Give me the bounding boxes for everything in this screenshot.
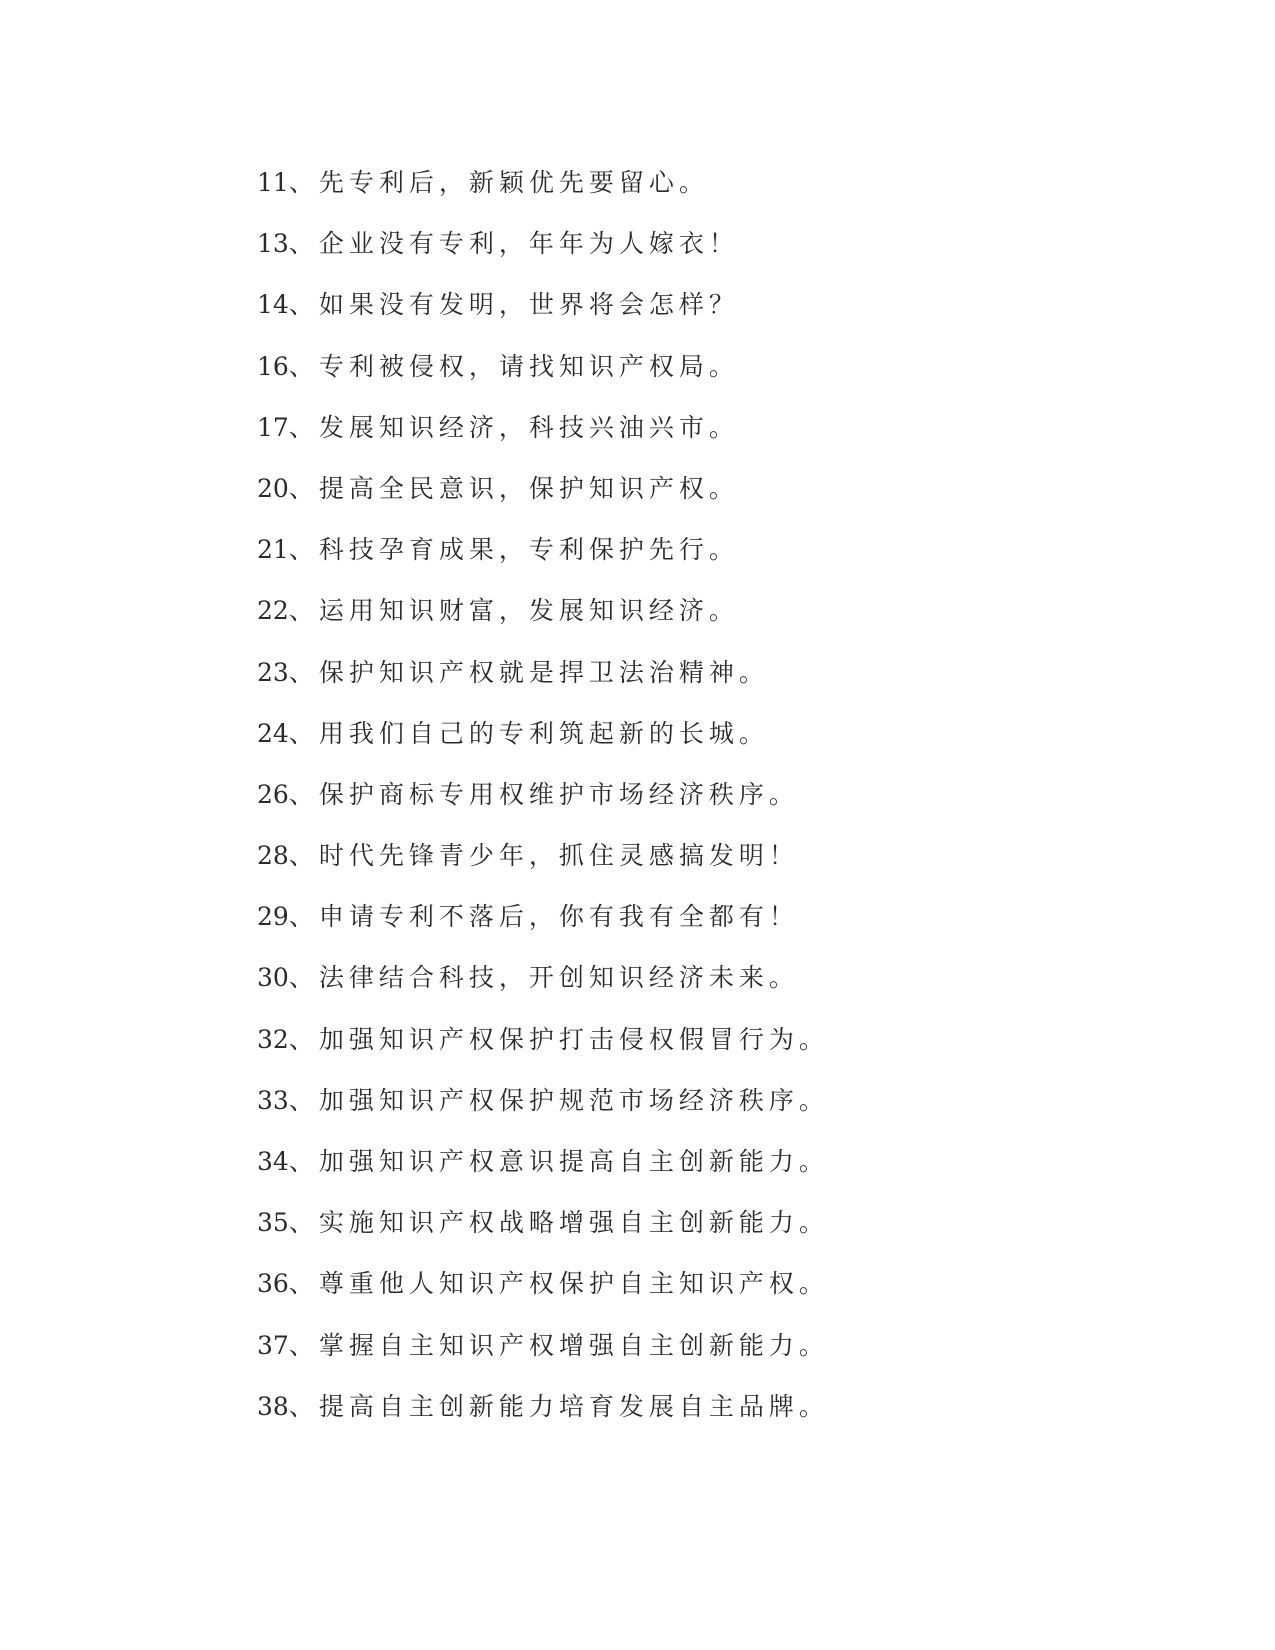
item-separator: 、 [288, 535, 319, 565]
item-number: 20 [257, 473, 289, 503]
item-number: 37 [257, 1330, 289, 1360]
item-separator: 、 [288, 902, 319, 932]
item-separator: 、 [288, 351, 319, 381]
item-number: 29 [257, 902, 289, 932]
item-separator: 、 [288, 963, 319, 993]
item-separator: 、 [288, 1085, 319, 1115]
item-separator: 、 [288, 841, 319, 871]
list-item [257, 1322, 829, 1383]
item-number: 21 [257, 535, 289, 565]
item-number: 24 [257, 718, 289, 748]
list-item [257, 465, 829, 526]
item-text: 企业没有专利，年年为人嫁衣！ [318, 229, 739, 259]
list-item [257, 954, 829, 1015]
item-number: 22 [257, 596, 289, 626]
item-number: 33 [257, 1085, 289, 1115]
list-item [257, 1016, 829, 1077]
item-text: 先专利后，新颖优先要留心。 [318, 168, 709, 197]
list-item [257, 1199, 829, 1260]
item-text: 加强知识产权保护打击侵权假冒行为。 [318, 1024, 829, 1054]
item-text: 申请专利不落后，你有我有全都有！ [318, 902, 799, 932]
item-number: 30 [257, 963, 289, 993]
item-number: 16 [257, 351, 289, 381]
item-separator: 、 [288, 1024, 319, 1054]
list-item [257, 1077, 829, 1138]
item-text: 保护商标专用权维护市场经济秩序。 [318, 779, 799, 809]
item-number: 26 [257, 779, 289, 809]
item-text: 法律结合科技，开创知识经济未来。 [318, 963, 799, 993]
item-text: 专利被侵权，请找知识产权局。 [318, 351, 739, 381]
item-text: 实施知识产权战略增强自主创新能力。 [318, 1208, 829, 1238]
item-text: 如果没有发明，世界将会怎样？ [318, 290, 739, 320]
item-number: 32 [257, 1024, 289, 1054]
item-separator: 、 [288, 1330, 319, 1360]
list-item [257, 159, 829, 220]
item-number: 14 [257, 290, 289, 320]
list-item [257, 404, 829, 465]
list-item [257, 893, 829, 954]
item-separator: 、 [288, 1391, 319, 1421]
item-separator: 、 [288, 473, 319, 503]
slogan-list [257, 159, 829, 1444]
item-text: 加强知识产权意识提高自主创新能力。 [318, 1147, 829, 1176]
item-text: 时代先锋青少年，抓住灵感搞发明！ [318, 841, 799, 871]
list-item [257, 649, 829, 710]
item-text: 加强知识产权保护规范市场经济秩序。 [318, 1085, 829, 1115]
item-separator: 、 [288, 1147, 319, 1176]
item-number: 23 [257, 657, 289, 687]
item-text: 用我们自己的专利筑起新的长城。 [318, 718, 769, 748]
list-item [257, 343, 829, 404]
item-number: 38 [257, 1391, 289, 1421]
item-text: 科技孕育成果，专利保护先行。 [318, 535, 739, 565]
item-text: 运用知识财富，发展知识经济。 [318, 596, 739, 626]
item-number: 17 [257, 412, 289, 442]
list-item [257, 281, 829, 342]
list-item [257, 1260, 829, 1321]
item-number: 34 [257, 1147, 289, 1176]
item-number: 11 [257, 168, 289, 197]
item-separator: 、 [288, 290, 319, 320]
item-text: 发展知识经济，科技兴油兴市。 [318, 412, 739, 442]
list-item [257, 220, 829, 281]
item-separator: 、 [288, 229, 319, 259]
item-separator: 、 [288, 168, 319, 197]
item-separator: 、 [288, 718, 319, 748]
item-separator: 、 [288, 1208, 319, 1238]
item-number: 35 [257, 1208, 289, 1238]
list-item [257, 832, 829, 893]
list-item [257, 710, 829, 771]
item-number: 13 [257, 229, 289, 259]
item-text: 提高自主创新能力培育发展自主品牌。 [318, 1391, 829, 1421]
list-item [257, 1383, 829, 1444]
list-item [257, 771, 829, 832]
item-number: 36 [257, 1269, 289, 1299]
item-separator: 、 [288, 657, 319, 687]
item-text: 保护知识产权就是捍卫法治精神。 [318, 657, 769, 687]
item-separator: 、 [288, 596, 319, 626]
item-separator: 、 [288, 412, 319, 442]
item-separator: 、 [288, 1269, 319, 1299]
list-item [257, 526, 829, 587]
item-number: 28 [257, 841, 289, 871]
item-text: 尊重他人知识产权保护自主知识产权。 [318, 1269, 829, 1299]
list-item [257, 587, 829, 648]
item-text: 提高全民意识，保护知识产权。 [318, 473, 739, 503]
list-item [257, 1138, 829, 1199]
item-separator: 、 [288, 779, 319, 809]
item-text: 掌握自主知识产权增强自主创新能力。 [318, 1330, 829, 1360]
